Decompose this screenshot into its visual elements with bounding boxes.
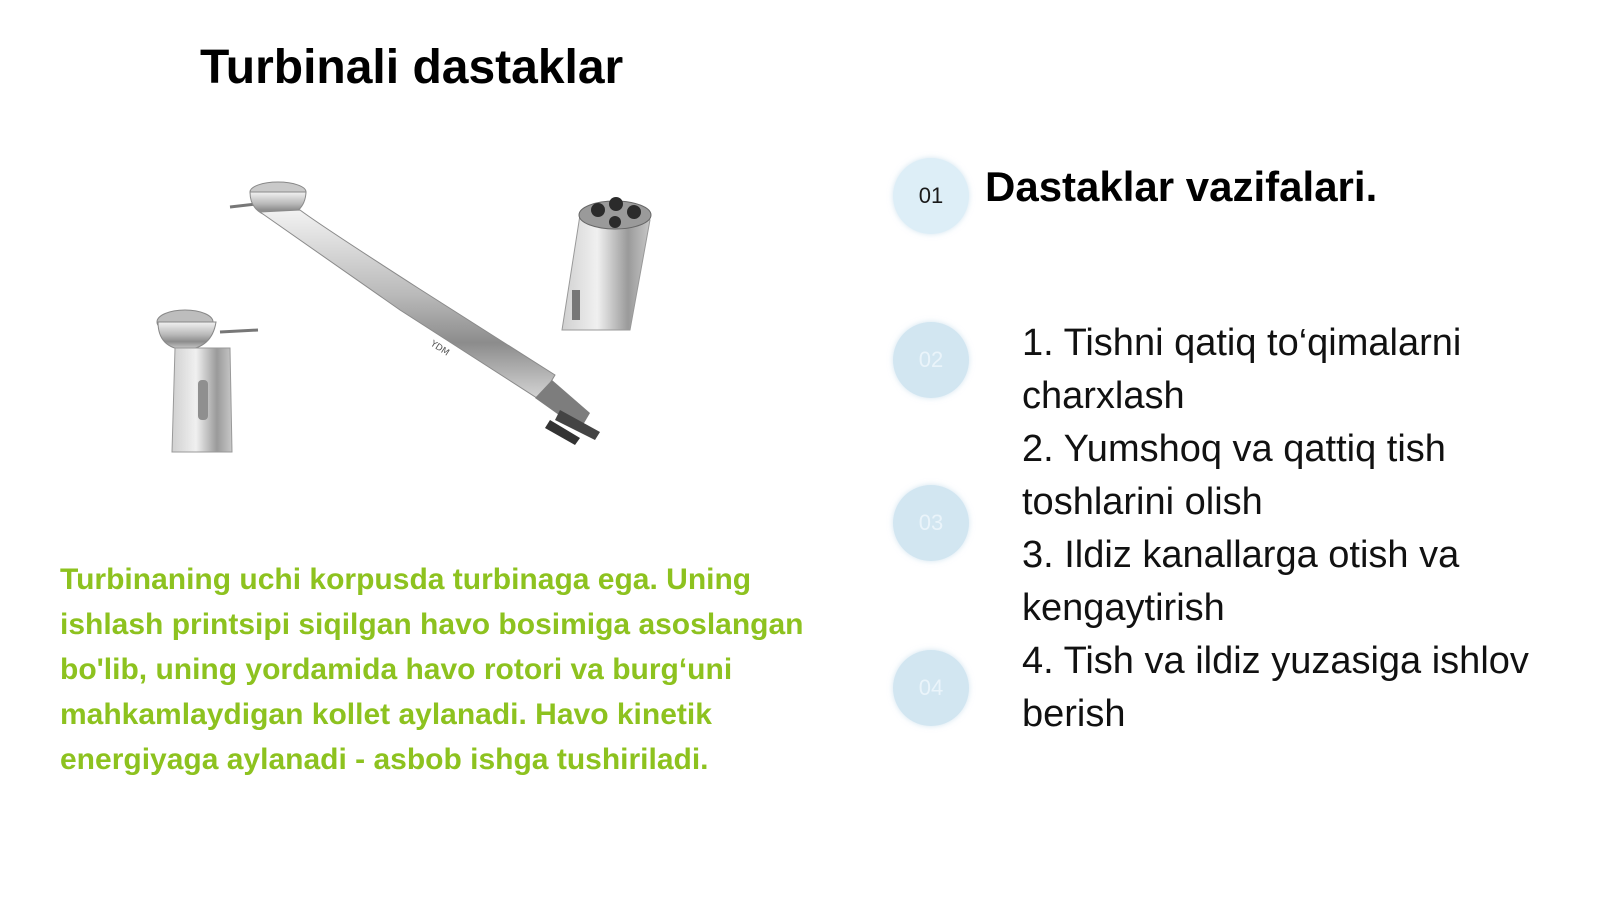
- handpiece-image: [150, 170, 680, 470]
- svg-text:YDM: YDM: [428, 339, 451, 359]
- number-badge-01: 01: [893, 158, 969, 234]
- handpiece-illustration: [150, 170, 680, 470]
- functions-list: [1022, 317, 1582, 741]
- list-item: 2. Yumshoq va qattiq tish toshlarini olish: [1022, 428, 1446, 523]
- list-item: 1. Tishni qatiq to‘qimalarni charxlash: [1022, 322, 1462, 417]
- back-connector: [562, 197, 651, 330]
- list-item: 3. Ildiz kanallarga otish va kengaytirish: [1022, 534, 1460, 629]
- main-handpiece: [230, 182, 600, 445]
- slide-title: Turbinali dastaklar: [200, 41, 624, 94]
- turbine-description: Turbinaning uchi korpusda turbinaga ega. Uning ishlash printsipi siqilgan havo bosimiga asoslangan bo'lib, uning yordamida havo rotori va burg‘uni mahkamlaydigan kollet aylanadi. Havo kinetik energiyaga aylanadi - asbob ishga tushiriladi.: [60, 563, 804, 776]
- small-head-handpiece: [157, 310, 258, 452]
- number-badge-03: 03: [893, 485, 969, 561]
- functions-heading: Dastaklar vazifalari.: [985, 163, 1378, 210]
- number-badge-02: 02: [893, 322, 969, 398]
- number-badge-04: 04: [893, 650, 969, 726]
- list-item: 4. Tish va ildiz yuzasiga ishlov berish: [1022, 640, 1529, 735]
